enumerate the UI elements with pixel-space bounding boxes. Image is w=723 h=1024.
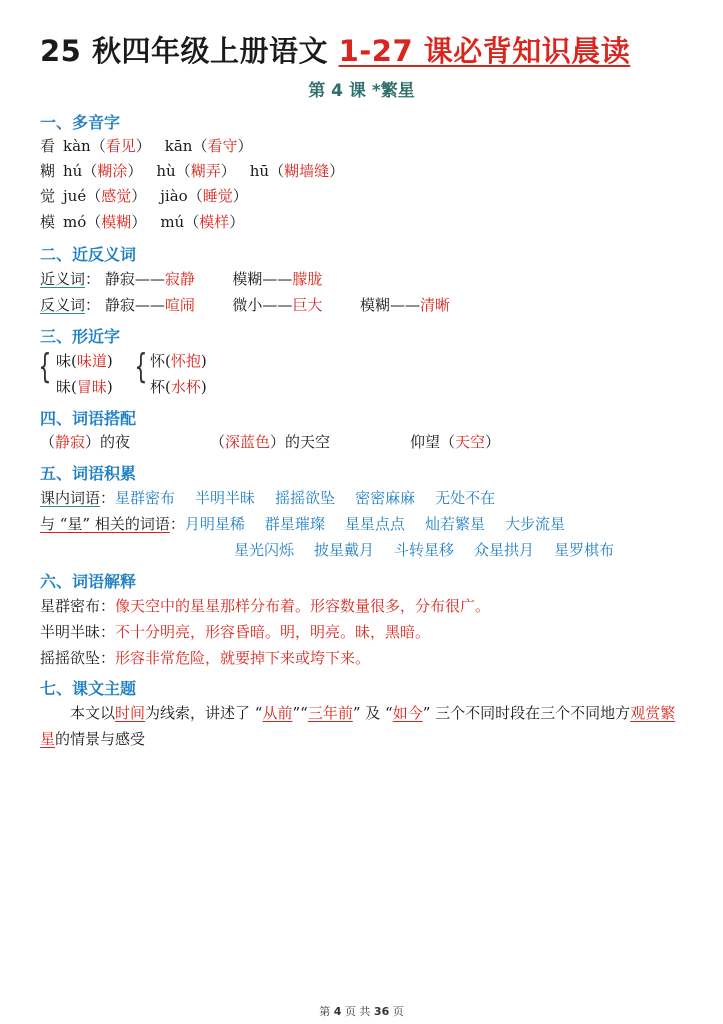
explanation-definition: 不十分明亮，形容昏暗。明，明亮。昧，黑暗。 bbox=[115, 623, 431, 641]
section-heading-polyphone: 一、多音字 bbox=[40, 113, 121, 132]
star-vocab-row-2 bbox=[234, 539, 614, 561]
vocab-word: 斗转星移 bbox=[394, 541, 455, 559]
lesson-title: 第 4 课 *繁星 bbox=[308, 81, 415, 101]
antonym-pair: 模糊——清晰 bbox=[360, 296, 451, 314]
vocab-word: 披星戴月 bbox=[314, 541, 375, 559]
section-heading-explanations: 六、词语解释 bbox=[40, 572, 137, 591]
section-heading-theme: 七、课文主题 bbox=[40, 679, 137, 698]
page-footer: 第 4 页 共 36 页 bbox=[319, 1005, 404, 1018]
polyphone-item: mú（模样） bbox=[160, 213, 245, 231]
polyphone-row: 看 kàn（看见） kān（看守） bbox=[40, 137, 253, 155]
antonym-pair: 静寂——喧闹 bbox=[104, 296, 195, 314]
vocab-word: 群星璀璨 bbox=[264, 515, 325, 533]
polyphone-item: hù（糊弄） bbox=[156, 162, 236, 180]
title-highlight: 1-27 课必背知识晨读 bbox=[338, 34, 631, 68]
vocab-word: 月明星稀 bbox=[184, 515, 245, 533]
similar-char-item: 昧(冒昧) bbox=[56, 378, 113, 396]
vocab-word: 密密麻麻 bbox=[355, 489, 416, 507]
star-vocab-row: 与 “星” 相关的词语：月明星稀 群星璀璨 星星点点 灿若繁星 大步流星 bbox=[40, 515, 565, 533]
polyphone-item: kàn（看见） bbox=[63, 137, 151, 155]
polyphone-item: mó（模糊） bbox=[63, 213, 147, 231]
explanation-row: 摇摇欲坠：形容非常危险，就要掉下来或垮下来。 bbox=[40, 649, 371, 667]
star-label: 与 “星” 相关的词语 bbox=[40, 515, 170, 533]
section-heading-vocab: 五、词语积累 bbox=[40, 464, 137, 483]
polyphone-item: hū（糊墙缝） bbox=[249, 162, 345, 180]
brace-icon: { bbox=[38, 347, 52, 387]
explanation-row: 星群密布：像天空中的星星那样分布着。形容数量很多，分布很广。 bbox=[40, 597, 491, 615]
theme-paragraph: 本文以时间为线索，讲述了 “从前”“三年前” 及 “如今” 三个不同时段在三个不同地方观赏繁星的情景与感受 bbox=[40, 704, 676, 748]
section-heading-similar-chars: 三、形近字 bbox=[40, 327, 121, 346]
polyphone-row: 糊 hú（糊涂） hù（糊弄） hū（糊墙缝） bbox=[40, 162, 345, 180]
vocab-word: 星罗棋布 bbox=[554, 541, 615, 559]
polyphone-item: jué（感觉） bbox=[63, 187, 147, 205]
title-main: 25 秋四年级上册语文 bbox=[40, 34, 339, 68]
page-total: 36 bbox=[373, 1005, 390, 1018]
synonym-pair: 模糊——朦胧 bbox=[232, 270, 323, 288]
polyphone-row: 模 mó（模糊） mú（模样） bbox=[40, 213, 245, 231]
vocab-word: 众星拱月 bbox=[474, 541, 535, 559]
polyphone-item: hú（糊涂） bbox=[63, 162, 143, 180]
vocab-word: 摇摇欲坠 bbox=[275, 489, 336, 507]
collocation-item: （深蓝色）的天空 bbox=[210, 433, 331, 451]
vocab-word: 星星点点 bbox=[344, 515, 405, 533]
vocab-word: 半明半昧 bbox=[195, 489, 256, 507]
explanation-row: 半明半昧：不十分明亮，形容昏暗。明，明亮。昧，黑暗。 bbox=[40, 623, 431, 641]
similar-char-item: 杯(水杯) bbox=[150, 378, 207, 396]
vocab-word: 星群密布 bbox=[115, 489, 176, 507]
section-heading-synonyms: 二、近反义词 bbox=[40, 245, 137, 264]
synonym-pair: 静寂——寂静 bbox=[104, 270, 195, 288]
explanation-term: 半明半昧 bbox=[40, 623, 101, 641]
explanation-term: 摇摇欲坠 bbox=[40, 649, 101, 667]
vocab-word: 大步流星 bbox=[504, 515, 565, 533]
collocation-item: 仰望（天空） bbox=[410, 433, 501, 451]
similar-char-item: 怀(怀抱) bbox=[150, 352, 207, 370]
vocab-word: 无处不在 bbox=[435, 489, 496, 507]
vocab-word: 灿若繁星 bbox=[424, 515, 485, 533]
explanation-term: 星群密布 bbox=[40, 597, 101, 615]
section-heading-collocations: 四、词语搭配 bbox=[40, 409, 137, 428]
polyphone-item: kān（看守） bbox=[164, 137, 253, 155]
polyphone-item: jiào（睡觉） bbox=[160, 187, 248, 205]
explanation-definition: 形容非常危险，就要掉下来或垮下来。 bbox=[115, 649, 371, 667]
explanation-definition: 像天空中的星星那样分布着。形容数量很多，分布很广。 bbox=[115, 597, 491, 615]
inclass-label: 课内词语 bbox=[40, 489, 101, 507]
collocation-item: （静寂）的夜 bbox=[40, 433, 131, 451]
antonym-row: 反义词： 静寂——喧闹 微小——巨大 模糊——清晰 bbox=[40, 296, 451, 314]
inclass-vocab-row: 课内词语：星群密布 半明半昧 摇摇欲坠 密密麻麻 无处不在 bbox=[40, 489, 496, 507]
polyphone-row: 觉 jué（感觉） jiào（睡觉） bbox=[40, 187, 248, 205]
antonym-label: 反义词 bbox=[40, 296, 86, 314]
synonym-label: 近义词 bbox=[40, 270, 86, 288]
synonym-row: 近义词： 静寂——寂静 模糊——朦胧 bbox=[40, 270, 323, 288]
page-title bbox=[40, 30, 700, 72]
page-number: 4 bbox=[333, 1005, 342, 1018]
antonym-pair: 微小——巨大 bbox=[232, 296, 323, 314]
similar-char-item: 味(味道) bbox=[56, 352, 113, 370]
brace-icon: { bbox=[134, 347, 148, 387]
vocab-word: 星光闪烁 bbox=[234, 541, 295, 559]
